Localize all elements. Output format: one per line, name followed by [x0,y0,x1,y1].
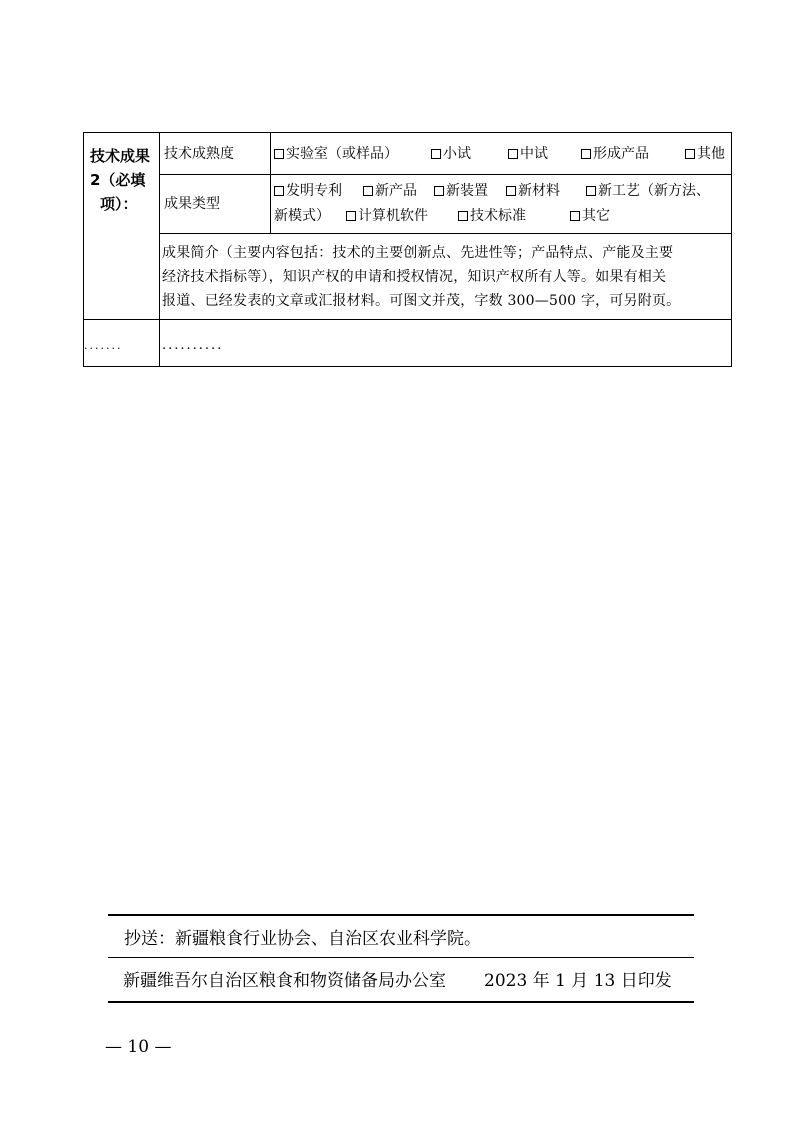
checkbox-icon [434,186,444,196]
maturity-option-product[interactable]: 形成产品 [581,144,649,164]
checkbox-icon [274,186,284,196]
summary-line2: 经济技术指标等），知识产权的申请和授权情况，知识产权所有人等。如果有相关 [162,269,667,285]
checkbox-icon [508,149,518,159]
table-divider-col2 [270,132,271,233]
footer-rule-bottom [108,1001,694,1003]
table-divider-col1 [159,132,160,367]
footer-rule-mid [108,957,694,958]
checkbox-icon [581,149,591,159]
type-option-new-material[interactable]: 新材料 [506,181,560,201]
maturity-option-other[interactable]: 其他 [685,144,725,164]
checkbox-icon [570,211,580,221]
checkbox-icon [274,149,284,159]
footer-date: 2023 年 1 月 13 日印发 [484,971,672,991]
maturity-option-pilot-mid[interactable]: 中试 [508,144,548,164]
row-header-line1: 技术成果 [90,147,151,165]
footer-cc: 抄送：新疆粮食行业协会、自治区农业科学院。 [124,929,481,949]
checkbox-icon [586,186,596,196]
maturity-label: 技术成熟度 [164,146,234,162]
type-option-new-process-cont: 新模式） [274,208,330,224]
row-header-line2: 2（必填 [90,171,146,189]
type-option-software[interactable]: 计算机软件 [346,206,428,226]
maturity-option-pilot-small[interactable]: 小试 [431,144,471,164]
row-header-line3: 项）： [100,195,138,213]
table-divider-row2 [159,233,732,234]
checkbox-icon [431,149,441,159]
maturity-option-lab[interactable]: 实验室（或样品） [274,144,398,164]
footer-rule-top [108,914,694,916]
summary-line3: 报道、已经发表的文章或汇报材料。可图文并茂，字数 300—500 字，可另附页。 [162,293,681,309]
more-rows-left: ....... [84,339,123,352]
type-option-standard[interactable]: 技术标准 [458,206,526,226]
table-divider-row3 [83,319,732,320]
checkbox-icon [346,211,356,221]
table-divider-row1 [159,174,732,175]
type-option-other[interactable]: 其它 [570,206,610,226]
checkbox-icon [685,149,695,159]
checkbox-icon [363,186,373,196]
type-option-new-process[interactable]: 新工艺（新方法、 [586,181,710,201]
footer-issuer: 新疆维吾尔自治区粮食和物资储备局办公室 [123,971,446,991]
page-number: — 10 — [105,1037,172,1057]
more-rows-right: .......... [162,338,224,353]
checkbox-icon [506,186,516,196]
type-option-new-device[interactable]: 新装置 [434,181,488,201]
type-option-patent[interactable]: 发明专利 [274,181,342,201]
type-option-new-product[interactable]: 新产品 [363,181,417,201]
checkbox-icon [458,211,468,221]
type-label: 成果类型 [164,196,220,212]
summary-line1: 成果简介（主要内容包括：技术的主要创新点、先进性等；产品特点、产能及主要 [162,245,674,261]
